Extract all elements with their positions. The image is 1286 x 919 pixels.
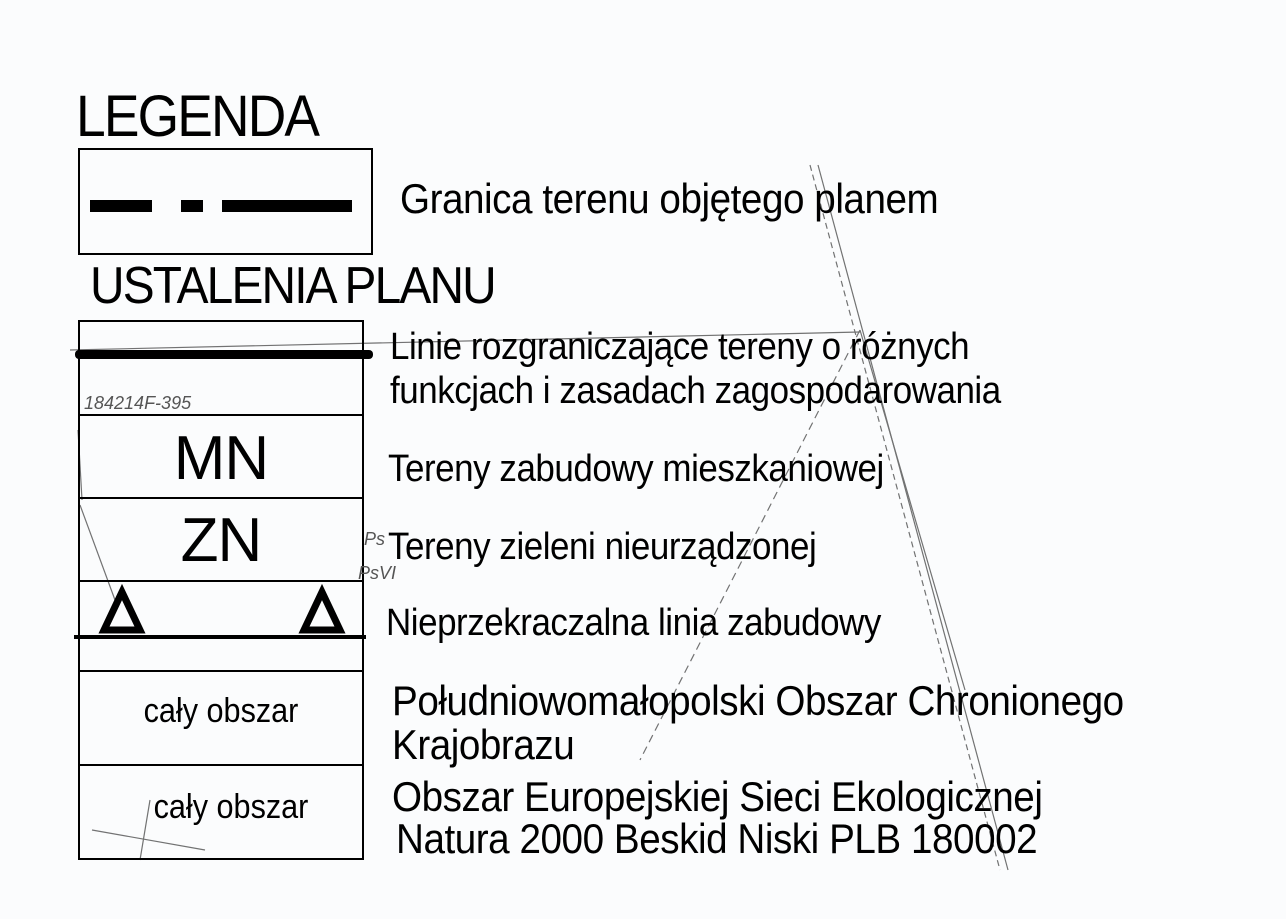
boundary-dot (181, 200, 203, 212)
plan-title: USTALENIA PLANU (90, 257, 495, 315)
symbol-whole-area-2: cały obszar (153, 788, 309, 826)
boundary-label: Granica terenu objętego planem (400, 175, 939, 222)
legend-title: LEGENDA (76, 84, 319, 149)
row5-label-line2: Krajobrazu (392, 721, 575, 768)
symbol-mn: MN (173, 424, 269, 493)
symbol-zn: ZN (180, 506, 262, 575)
boundary-symbol-box (78, 148, 373, 255)
row-divider (78, 497, 364, 499)
symbol-whole-area-1: cały obszar (143, 692, 299, 730)
row4-label: Nieprzekraczalna linia zabudowy (386, 602, 881, 644)
row3-label: Tereny zieleni nieurządzonej (388, 526, 817, 568)
triangle-right-icon (304, 592, 340, 630)
row-divider (78, 414, 364, 416)
parcel-id-mark: 184214F-395 (84, 393, 192, 413)
boundary-thick-line-symbol (75, 350, 373, 359)
row-divider (78, 670, 364, 672)
row1-label-line2: funkcjach i zasadach zagospodarowania (390, 370, 1001, 412)
row-divider (78, 764, 364, 766)
soil-class-mark-2: PsVI (358, 563, 397, 583)
row6-label-line2: Natura 2000 Beskid Niski PLB 180002 (396, 815, 1038, 862)
row2-label: Tereny zabudowy mieszkaniowej (388, 448, 884, 490)
building-line-symbol (74, 580, 370, 644)
boundary-dash-longer (222, 200, 352, 212)
boundary-dash-long (90, 200, 152, 212)
row6-label-line1: Obszar Europejskiej Sieci Ekologicznej (392, 773, 1043, 820)
triangle-left-icon (104, 592, 140, 630)
row1-label-line1: Linie rozgraniczające tereny o różnych (390, 326, 970, 368)
soil-class-mark-1: Ps (364, 529, 386, 549)
row5-label-line1: Południowomałopolski Obszar Chronionego (392, 677, 1124, 724)
